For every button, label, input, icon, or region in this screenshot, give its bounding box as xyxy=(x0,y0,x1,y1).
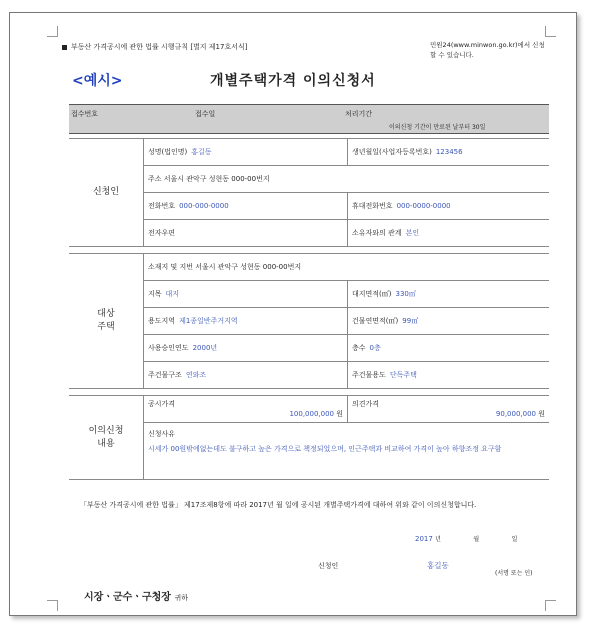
house-structure-cell[interactable]: 주건물구조 연와조 xyxy=(144,362,348,389)
declaration-paragraph: 「부동산 가격공시에 관한 법률」 제17조제8항에 따라 2017년 월 일에 공시된 개별주택가격에 대하여 위와 같이 이의신청합니다. xyxy=(80,501,477,509)
public-price-cell[interactable]: 공시가격 100,000,000 원 xyxy=(144,396,348,423)
addressee: 시장ㆍ군수ㆍ구청장 귀하 xyxy=(84,592,188,603)
opinion-price-value: 90,000,000 xyxy=(495,410,536,418)
applicant-signature-label: 신청인 xyxy=(318,562,339,570)
applicant-address-cell[interactable]: 주소 서울시 관악구 성현동 000-00번지 xyxy=(144,166,550,193)
section-gap xyxy=(69,389,549,396)
applicant-phone-cell[interactable]: 전화번호 000-000-0000 xyxy=(144,193,348,220)
applicant-email-cell[interactable]: 전자우편 xyxy=(144,220,348,247)
objection-form-table xyxy=(69,138,549,480)
signature-note: (서명 또는 인) xyxy=(495,570,533,577)
house-section-label: 대상 주택 xyxy=(69,254,144,389)
crop-mark-bottom-right xyxy=(545,600,556,611)
receipt-number-label: 접수번호 xyxy=(71,110,99,118)
receipt-bar xyxy=(69,104,549,134)
applicant-name-cell[interactable]: 성명(법인명) 홍길동 xyxy=(144,139,348,166)
opinion-price-cell[interactable]: 의견가격 90,000,000 원 xyxy=(348,396,550,423)
applicant-relation-cell[interactable]: 소유자와의 관계 본인 xyxy=(348,220,550,247)
receipt-date-label: 접수일 xyxy=(195,110,216,118)
house-zoning-cell[interactable]: 용도지역 제1종일반주거지역 xyxy=(144,308,348,335)
applicant-section-label: 신청인 xyxy=(69,139,144,247)
form-title: 개별주택가격 이의신청서 xyxy=(210,73,376,89)
house-approval-year-cell[interactable]: 사용승인연도 2000년 xyxy=(144,335,348,362)
objection-reason-text: 시세가 00원밖에없는데도 불구하고 높은 가격으로 책정되었으며, 인근주택과 비교하여 가격이 높아 하향조정 요구함 xyxy=(148,445,502,453)
house-land-category-cell[interactable]: 지목 대지 xyxy=(144,281,348,308)
applicant-birth-cell[interactable]: 생년월일(사업자등록번호) 123456 xyxy=(348,139,550,166)
applicant-mobile-cell[interactable]: 휴대전화번호 000-0000-0000 xyxy=(348,193,550,220)
applicant-signature-name: 홍길동 xyxy=(427,561,449,570)
crop-mark-top-left xyxy=(47,26,58,37)
crop-mark-bottom-left xyxy=(47,600,58,611)
example-label: <예시> xyxy=(72,73,123,89)
objection-reason-cell[interactable]: 신청사유 시세가 00원밖에없는데도 불구하고 높은 가격으로 책정되었으며, 인근주택과 비교하여 가격이 높아 하향조정 요구함 xyxy=(144,423,550,480)
house-floor-area-cell[interactable]: 건물연면적(㎡) 99㎡ xyxy=(348,308,550,335)
online-note: 민원24(www.minwon.go.kr)에서 신청할 수 있습니다. xyxy=(430,41,545,59)
section-gap xyxy=(69,247,549,254)
law-reference: 부동산 가격공시에 관한 법률 시행규칙 [별지 제17호서식] xyxy=(62,42,247,52)
house-use-cell[interactable]: 주건물용도 단독주택 xyxy=(348,362,550,389)
public-price-value: 100,000,000 xyxy=(289,410,334,418)
objection-section-label: 이의신청 내용 xyxy=(69,396,144,480)
crop-mark-top-right xyxy=(545,26,556,37)
house-floors-cell[interactable]: 층수 0층 xyxy=(348,335,550,362)
bullet-square-icon xyxy=(62,45,67,50)
house-location-cell[interactable]: 소재지 및 지번 서울시 관악구 성현동 000-00번지 xyxy=(144,254,550,281)
submission-date: 2017 년 월 일 xyxy=(415,535,518,543)
processing-period-label: 처리기간 xyxy=(345,110,373,118)
house-land-area-cell[interactable]: 대지면적(㎡) 330㎡ xyxy=(348,281,550,308)
processing-period-detail: 이의신청 기간이 만료된 날부터 30일 xyxy=(389,124,486,131)
